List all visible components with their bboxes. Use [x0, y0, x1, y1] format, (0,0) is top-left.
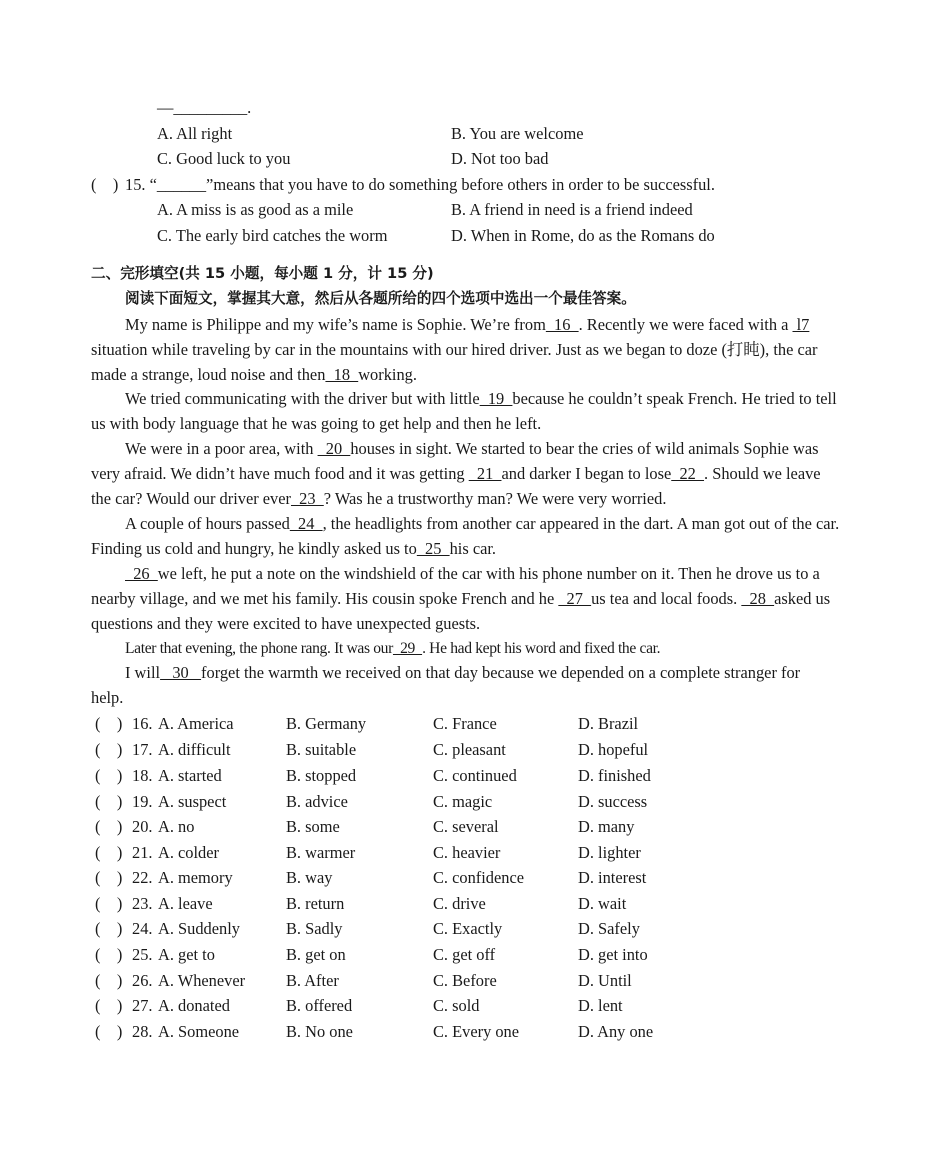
answer-paren: ( ): [95, 817, 123, 836]
option-d: D. Until: [578, 971, 632, 990]
answer-paren: ( ): [95, 1022, 123, 1041]
option-c: C. Exactly: [433, 919, 503, 938]
passage-p3-line1: We were in a poor area, with 20 houses in sight. We started to bear the cries of wild animals Sophie was: [125, 439, 819, 458]
option-a: A. leave: [158, 894, 213, 913]
passage-p5-line1: 26 we left, he put a note on the windshield of the car with his phone number on it. Then he drove us to a: [125, 564, 820, 583]
passage-p4-line1: A couple of hours passed 24 , the headlights from another car appeared in the dart. A man got out of the car.: [125, 514, 840, 533]
blank-18: 18: [325, 365, 359, 384]
option-d: D. many: [578, 817, 635, 836]
q15-option-a: A. A miss is as good as a mile: [157, 200, 354, 219]
passage-p2-line2: us with body language that he was going to get help and then he left.: [91, 414, 542, 433]
question-number: 17.: [132, 740, 153, 759]
answer-paren: ( ): [95, 740, 123, 759]
option-b: B. suitable: [286, 740, 357, 759]
option-a: A. get to: [158, 945, 215, 964]
option-c: C. France: [433, 714, 497, 733]
blank-21: 21: [468, 464, 502, 483]
option-d: D. Any one: [578, 1022, 654, 1041]
passage-p6-line1: Later that evening, the phone rang. It was our 29 . He had kept his word and fixed the car.: [125, 640, 661, 657]
q14-option-b: B. You are welcome: [451, 124, 584, 143]
answer-paren: ( ): [95, 843, 123, 862]
question-number: 18.: [132, 766, 153, 785]
option-a: A. Someone: [158, 1022, 240, 1041]
section-instruction: 阅读下面短文，掌握其大意，然后从各题所给的四个选项中选出一个最佳答案。: [125, 290, 636, 307]
option-c: C. drive: [433, 894, 486, 913]
blank-23: 23: [290, 489, 324, 508]
option-a: A. no: [158, 817, 195, 836]
option-a: A. donated: [158, 996, 230, 1015]
option-d: D. lighter: [578, 843, 641, 862]
passage-p5-line2: nearby village, and we met his family. His cousin spoke French and he 27 us tea and local foods. 28 asked us: [91, 589, 831, 608]
passage-p1-line3: made a strange, loud noise and then 18 working.: [91, 365, 417, 384]
section-title: 二、完形填空(共 15 小题，每小题 1 分，计 15 分): [91, 265, 434, 282]
blank-30: 30: [160, 663, 202, 682]
option-c: C. magic: [433, 792, 493, 811]
blank-26: 26: [125, 564, 158, 583]
option-b: B. advice: [286, 792, 348, 811]
option-b: B. get on: [286, 945, 346, 964]
q15-stem: [125, 175, 715, 195]
option-b: B. stopped: [286, 766, 357, 785]
option-d: D. interest: [578, 868, 647, 887]
option-c: C. heavier: [433, 843, 501, 862]
blank-22: 22: [671, 464, 705, 483]
passage-p3-line3: the car? Would our driver ever 23 ? Was he a trustworthy man? We were very worried.: [91, 489, 667, 508]
question-number: 19.: [132, 792, 153, 811]
question-number: 27.: [132, 996, 153, 1015]
option-b: B. Germany: [286, 714, 367, 733]
option-a: A. Suddenly: [158, 919, 240, 938]
answer-paren: ( ): [95, 919, 123, 938]
q14-option-c: C. Good luck to you: [157, 149, 291, 168]
option-a: A. memory: [158, 868, 233, 887]
passage-p4-line2: Finding us cold and hungry, he kindly asked us to 25 his car.: [91, 539, 497, 558]
q15-stem-rest: ”means that you have to do something before others in order to be successful.: [206, 175, 715, 194]
passage-p1-line1: My name is Philippe and my wife’s name is Sophie. We’re from 16 . Recently we were faced with a l7: [125, 315, 810, 334]
option-c: C. Before: [433, 971, 497, 990]
q14-option-a: A. All right: [157, 124, 233, 143]
question-number: 26.: [132, 971, 153, 990]
q15-stem-blank: ______: [156, 175, 207, 194]
passage-p2-line1: We tried communicating with the driver but with little 19 because he couldn’t speak French. He tried to tell: [125, 389, 837, 408]
blank-17: l7: [792, 315, 810, 334]
option-b: B. offered: [286, 996, 353, 1015]
option-d: D. Brazil: [578, 714, 639, 733]
question-number: 24.: [132, 919, 153, 938]
blank-20: 20: [317, 439, 351, 458]
q15-stem-prefix: 15. “: [125, 175, 157, 194]
option-a: A. colder: [158, 843, 219, 862]
option-b: B. return: [286, 894, 345, 913]
option-b: B. some: [286, 817, 340, 836]
q15-option-b: B. A friend in need is a friend indeed: [451, 200, 693, 219]
q14-answer-blank: —_________.: [157, 98, 252, 117]
option-a: A. difficult: [158, 740, 231, 759]
option-a: A. suspect: [158, 792, 227, 811]
option-d: D. wait: [578, 894, 627, 913]
q15-option-c: C. The early bird catches the worm: [157, 226, 388, 245]
passage-p5-line3: questions and they were excited to have unexpected guests.: [91, 614, 481, 633]
option-c: C. confidence: [433, 868, 525, 887]
blank-27: 27: [558, 589, 592, 608]
answer-paren: ( ): [95, 971, 123, 990]
option-b: B. Sadly: [286, 919, 343, 938]
option-d: D. hopeful: [578, 740, 649, 759]
option-c: C. pleasant: [433, 740, 506, 759]
passage-p3-line2: very afraid. We didn’t have much food and it was getting 21 and darker I began to lose 22 . Should we leave: [91, 464, 821, 483]
question-number: 25.: [132, 945, 153, 964]
answer-paren: ( ): [95, 868, 123, 887]
option-a: A. Whenever: [158, 971, 246, 990]
blank-25: 25: [416, 539, 450, 558]
option-c: C. Every one: [433, 1022, 520, 1041]
q14-option-d: D. Not too bad: [451, 149, 549, 168]
question-number: 20.: [132, 817, 153, 836]
answer-paren: ( ): [95, 714, 123, 733]
question-number: 22.: [132, 868, 153, 887]
option-c: C. continued: [433, 766, 517, 785]
blank-29: 29: [392, 640, 423, 657]
q15-option-d: D. When in Rome, do as the Romans do: [451, 226, 715, 245]
option-c: C. sold: [433, 996, 480, 1015]
passage-p7-line2: help.: [91, 688, 124, 707]
option-d: D. success: [578, 792, 648, 811]
option-b: B. After: [286, 971, 339, 990]
question-number: 21.: [132, 843, 153, 862]
answer-paren: ( ): [95, 792, 123, 811]
option-c: C. several: [433, 817, 499, 836]
option-d: D. get into: [578, 945, 648, 964]
question-number: 16.: [132, 714, 153, 733]
blank-19: 19: [479, 389, 513, 408]
blank-16: 16: [545, 315, 579, 334]
blank-24: 24: [289, 514, 323, 533]
question-number: 23.: [132, 894, 153, 913]
answer-paren: ( ): [95, 996, 123, 1015]
passage-p1-line2: situation while traveling by car in the mountains with our hired driver. Just as we began to doze (打盹), the car: [91, 340, 818, 359]
answer-paren: ( ): [95, 894, 123, 913]
option-b: B. warmer: [286, 843, 356, 862]
option-b: B. No one: [286, 1022, 353, 1041]
passage-p7-line1: I will 30 forget the warmth we received on that day because we depended on a complete stranger for: [125, 663, 801, 682]
answer-paren: ( ): [95, 945, 123, 964]
option-d: D. lent: [578, 996, 623, 1015]
option-d: D. Safely: [578, 919, 640, 938]
answer-paren: ( ): [95, 766, 123, 785]
option-b: B. way: [286, 868, 333, 887]
option-c: C. get off: [433, 945, 496, 964]
option-a: A. America: [158, 714, 234, 733]
option-d: D. finished: [578, 766, 651, 785]
option-a: A. started: [158, 766, 222, 785]
blank-28: 28: [741, 589, 775, 608]
question-number: 28.: [132, 1022, 153, 1041]
q15-answer-paren: ( ): [91, 175, 119, 194]
